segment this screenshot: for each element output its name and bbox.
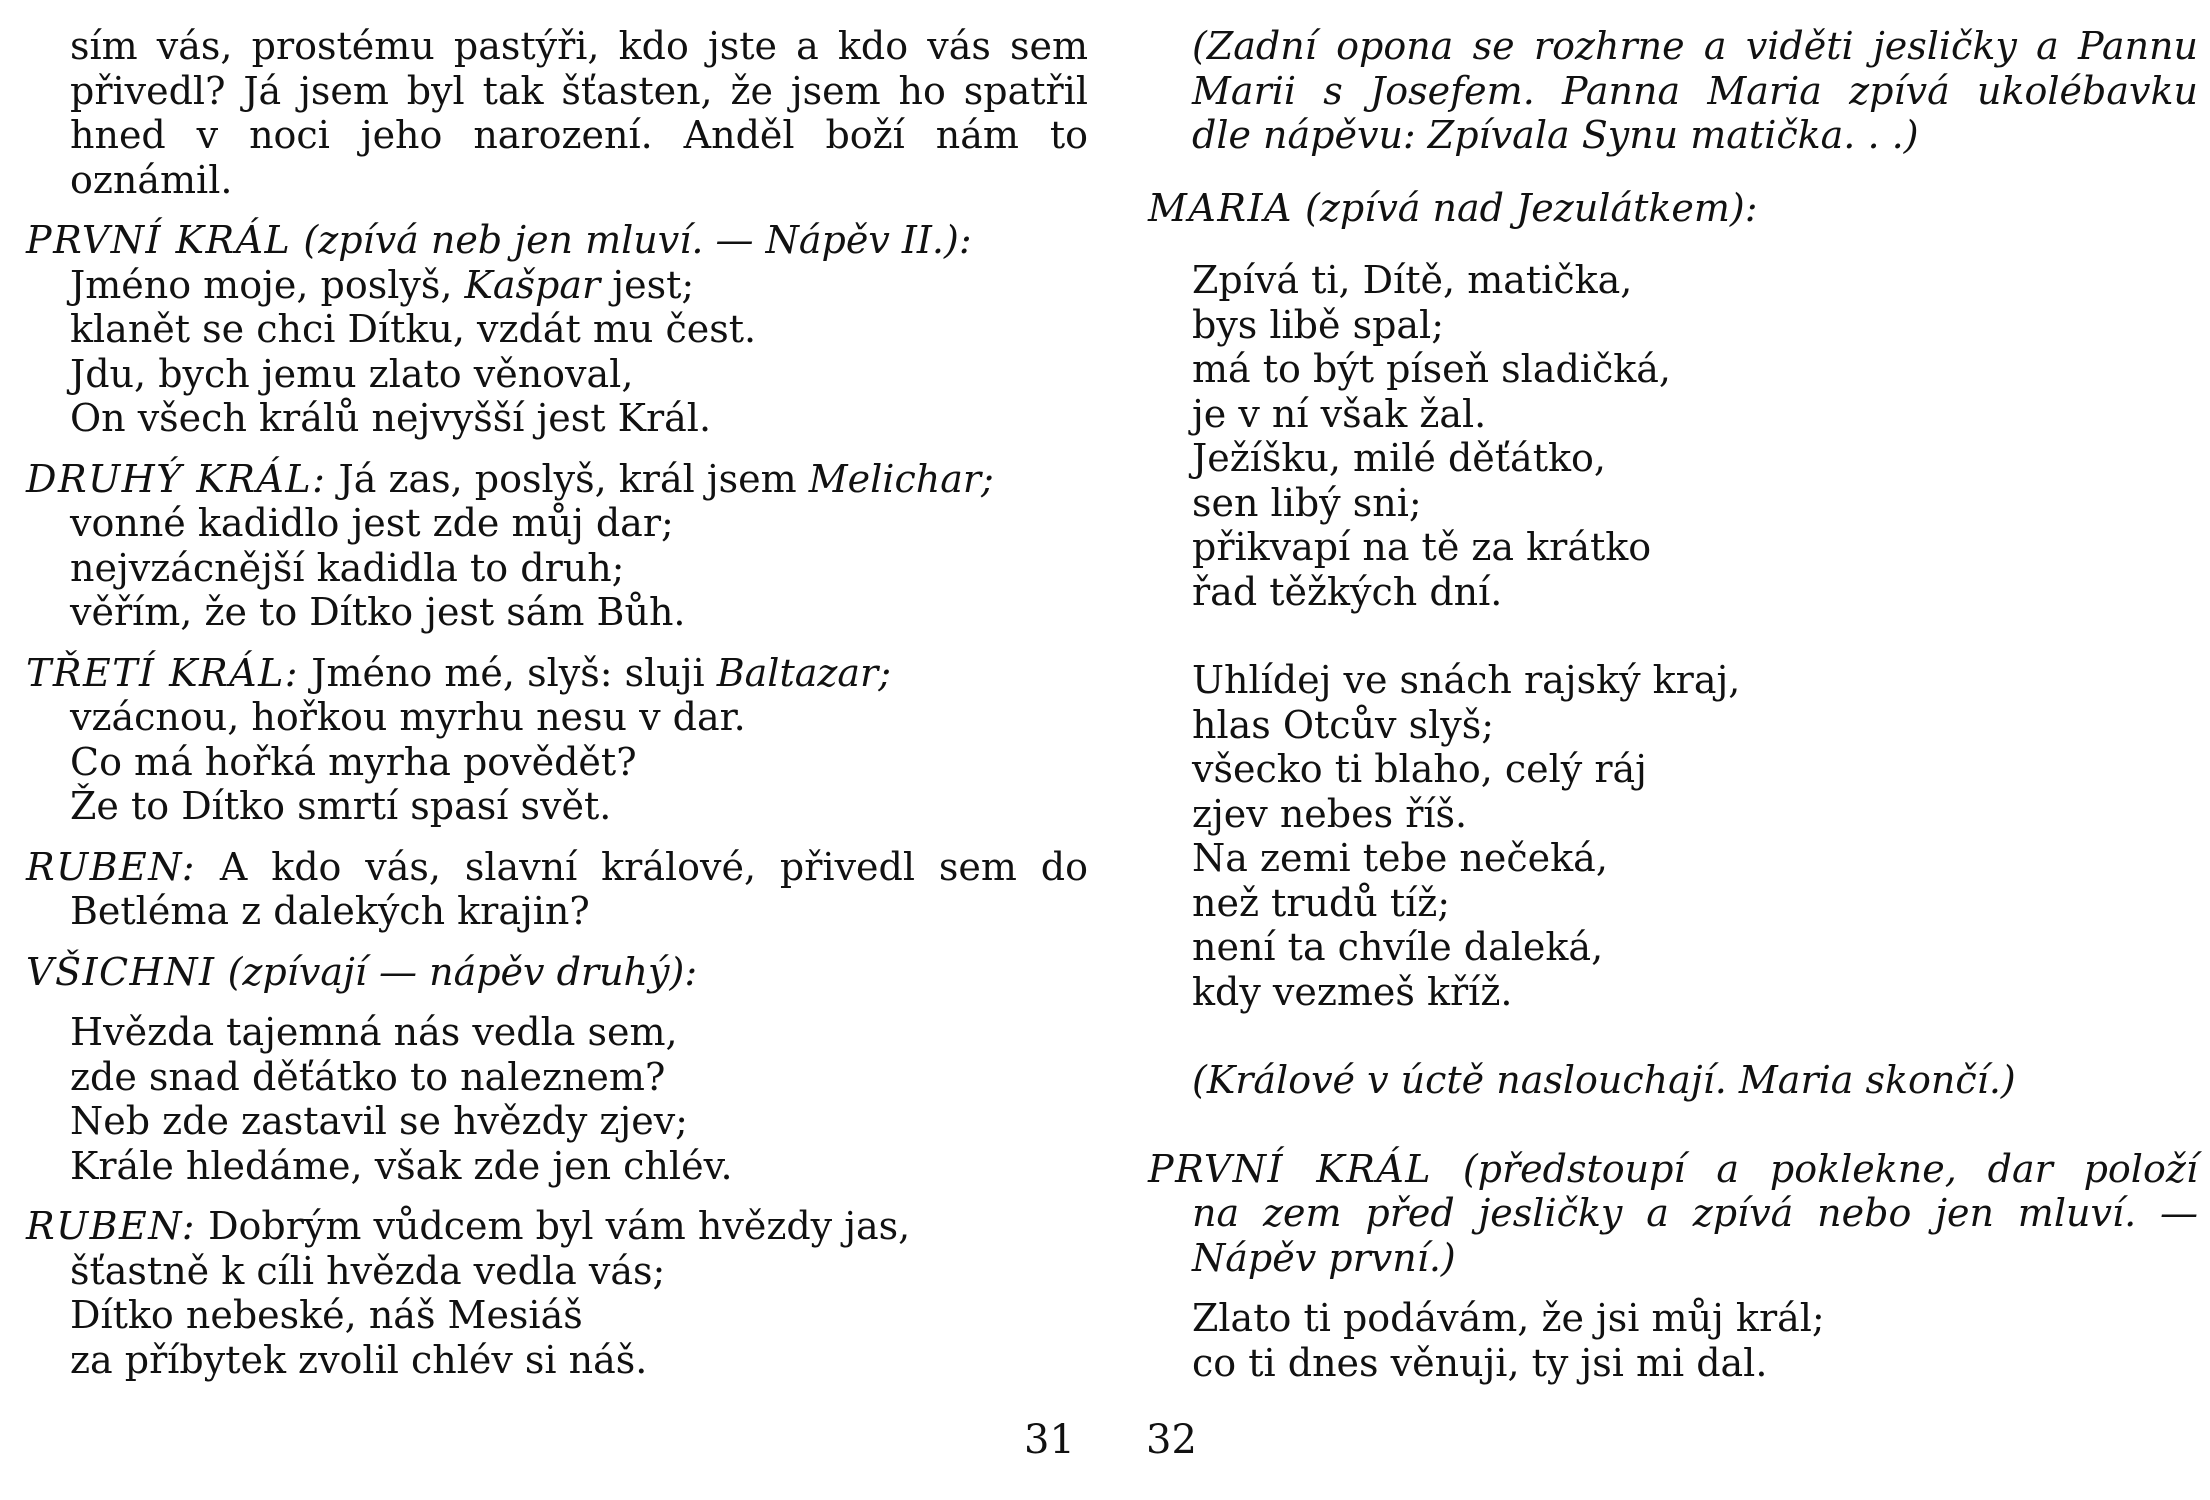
verse-line: Neb zde zastavil se hvězdy zjev; (70, 1099, 688, 1143)
direction-line: dle nápěvu: Zpívala Synu matička. . .) (1192, 113, 1919, 157)
verse-line: šťastně k cíli hvězda vedla vás; (70, 1248, 666, 1293)
maria-heading (1148, 186, 2198, 231)
speaker-name: PRVNÍ KRÁL (26, 218, 292, 262)
prose-line: přivedl? Já jsem byl tak šťasten, že jsem ho spatřil (70, 68, 1088, 113)
verse-line: vzácnou, hořkou myrhu nesu v dar. (70, 695, 746, 739)
speaker-name: RUBEN: (26, 1204, 196, 1248)
verse-line: Zlato ti podávám, že jsi můj král; (1192, 1296, 1825, 1340)
verse-line: co ti dnes věnuji, ty jsi mi dal. (1192, 1340, 1768, 1385)
third-king-speech (26, 651, 1088, 829)
verse-line: sen libý sni; (1192, 480, 1422, 525)
page-number-left: 31 (1024, 1417, 1075, 1463)
verse-line: Zpívá ti, Dítě, matička, (1192, 258, 1633, 302)
stage-direction-curtain (1148, 24, 2198, 158)
direction-line: (Králové v úctě naslouchají. Maria skončí.) (1192, 1058, 2016, 1102)
lullaby-stanza-2 (1148, 658, 2198, 1014)
verse-line: vonné kadidlo jest zde můj dar; (70, 501, 674, 545)
speaker-name: MARIA (1148, 185, 1293, 230)
verse-line: nejvzácnější kadidla to druh; (70, 545, 625, 590)
stage-direction: (zpívají — nápěv druhý): (227, 949, 698, 994)
verse-line: za příbytek zvolil chlév si náš. (70, 1337, 648, 1382)
verse-line: je v ní však žal. (1192, 391, 1487, 436)
verse-line: Co má hořká myrha povědět? (70, 739, 637, 784)
verse-line: Jdu, bych jemu zlato věnoval, (70, 351, 634, 396)
prose-line: sím vás, prostému pastýři, kdo jste a kdo vás sem (70, 24, 1088, 68)
verse-line: zjev nebes říš. (1192, 791, 1468, 836)
first-king-speech (26, 218, 1088, 441)
stage-direction: (předstoupí a poklekne, dar položí (1462, 1146, 2198, 1191)
prose-line: hned v noci jeho narození. Anděl boží nám to (70, 113, 1088, 157)
verse-line: On všech králů nejvyšší jest Král. (70, 396, 712, 440)
direction-line: Nápěv první.) (1192, 1235, 1456, 1280)
name-melichar: Melichar; (808, 456, 994, 501)
direction-line: na zem před jesličky a zpívá nebo jen mluví. — (1192, 1191, 2198, 1235)
verse-line: bys libě spal; (1192, 302, 1445, 347)
verse-line: než trudů tíž; (1192, 880, 1451, 925)
speaker-name: RUBEN: (26, 844, 196, 889)
verse-text: Jméno mé, slyš: sluji (299, 650, 717, 695)
intro-paragraph (26, 24, 1088, 202)
verse-line: věřím, že to Dítko jest sám Bůh. (70, 590, 686, 634)
verse-line: zde snad děťátko to naleznem? (70, 1054, 666, 1099)
prose-line: oznámil. (70, 157, 233, 202)
verse-line: Hvězda tajemná nás vedla sem, (70, 1010, 678, 1054)
right-page (1148, 24, 2198, 1385)
verse-line: Ježíšku, milé děťátko, (1192, 436, 1606, 480)
left-page (26, 24, 1088, 1382)
ruben-speech-1 (26, 845, 1088, 934)
verse-line: není ta chvíle daleká, (1192, 925, 1604, 969)
prose-line: Betléma z dalekých krajin? (70, 889, 590, 933)
speaker-name: DRUHÝ KRÁL: (26, 456, 327, 501)
name-baltazar: Baltazar; (716, 650, 892, 695)
verse-text: Já zas, poslyš, král jsem (326, 456, 809, 501)
lullaby-stanza-1 (1148, 258, 2198, 614)
verse-line: kdy vezmeš kříž. (1192, 969, 1513, 1014)
page-number-right: 32 (1146, 1417, 1197, 1463)
all-speech (26, 950, 1088, 1189)
stage-direction-kings-listen (1148, 1058, 2198, 1103)
direction-line: Marii s Josefem. Panna Maria zpívá ukolébavku (1192, 68, 2198, 113)
verse-line: má to být píseň sladičká, (1192, 347, 1671, 391)
verse-line: Na zemi tebe nečeká, (1192, 836, 1608, 880)
speaker-name: VŠICHNI (26, 949, 216, 994)
verse-line: Že to Dítko smrtí spasí svět. (70, 784, 612, 828)
verse-line: Jméno moje, poslyš, Kašpar jest; (70, 262, 695, 307)
speaker-name: PRVNÍ KRÁL (1148, 1146, 1433, 1191)
stage-direction: (zpívá neb jen mluví. — Nápěv II.): (303, 218, 972, 262)
direction-line: (Zadní opona se rozhrne a viděti jesličky a Pannu (1192, 24, 2198, 68)
verse-text: Dobrým vůdcem byl vám hvězdy jas, (196, 1204, 911, 1248)
name-kaspar: Kašpar (464, 262, 601, 307)
verse-line: Krále hledáme, však zde jen chlév. (70, 1143, 733, 1188)
prose-text: A kdo vás, slavní králové, přivedl sem do (196, 844, 1088, 889)
stage-direction: (zpívá nad Jezulátkem): (1305, 185, 1758, 230)
verse-line: Dítko nebeské, náš Mesiáš (70, 1293, 583, 1337)
speaker-name: TŘETÍ KRÁL: (26, 650, 300, 695)
verse-line: hlas Otcův slyš; (1192, 702, 1495, 747)
verse-line: řad těžkých dní. (1192, 569, 1503, 614)
verse-line: klanět se chci Dítku, vzdát mu čest. (70, 307, 757, 351)
first-king-offering (1148, 1147, 2198, 1386)
verse-line: přikvapí na tě za krátko (1192, 525, 1652, 569)
second-king-speech (26, 457, 1088, 635)
verse-line: všecko ti blaho, celý ráj (1192, 747, 1647, 791)
verse-line: Uhlídej ve snách rajský kraj, (1192, 658, 1741, 702)
ruben-speech-2 (26, 1204, 1088, 1382)
